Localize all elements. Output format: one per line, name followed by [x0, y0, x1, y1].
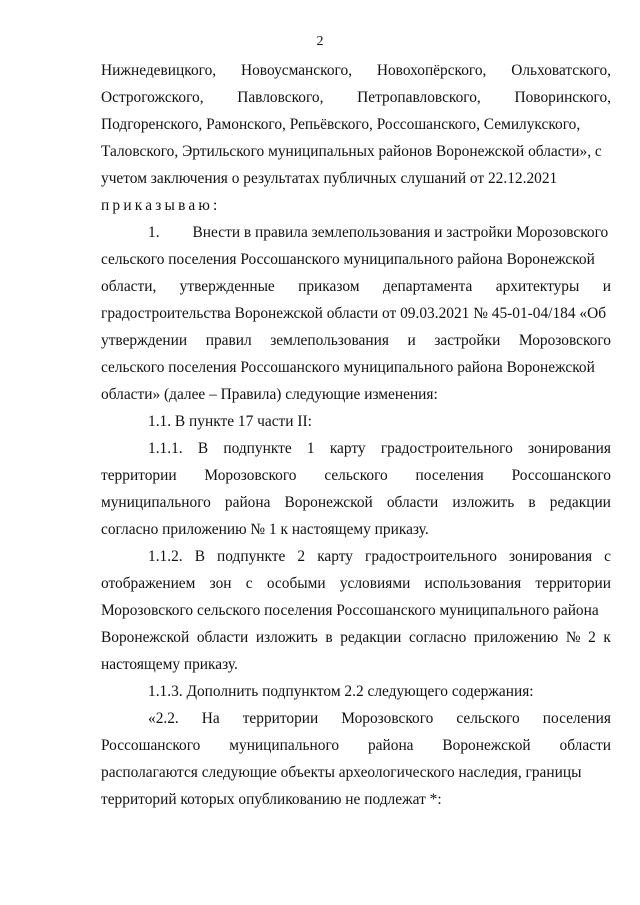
item1-1-3-line-4: территорий которых опубликованию не подлежат *:	[101, 791, 442, 808]
word: Петропавловского,	[357, 89, 481, 106]
item1-1-heading: 1.1. В пункте 17 части II:	[148, 413, 312, 430]
item1-line-5	[101, 333, 611, 348]
word: Морозовского	[204, 467, 297, 484]
word: условиями	[339, 575, 411, 592]
word: сельского	[456, 710, 520, 727]
word: 1	[306, 440, 315, 457]
item1-1-1-line-2	[101, 468, 611, 483]
word: Воронежской	[101, 629, 190, 646]
word: Россошанского	[511, 467, 611, 484]
item1-1-2-line-3: Морозовского сельского поселения Россошанского муниципального района	[101, 602, 599, 619]
word: в	[528, 494, 536, 511]
word: «2.2.	[148, 710, 179, 727]
word: сельского	[324, 467, 388, 484]
item1-line-7: области» (далее – Правила) следующие изменения:	[101, 386, 438, 403]
word: согласно	[408, 629, 467, 646]
word: области,	[101, 278, 157, 295]
word: Морозовского	[341, 710, 434, 727]
item1-1-2-line-4	[101, 630, 611, 645]
item1-1-2-line-5: настоящему приказу.	[101, 656, 238, 673]
word: градостроительного	[365, 548, 497, 565]
intro-line-4: Таловского, Эртильского муниципальных районов Воронежской области», с	[101, 143, 602, 160]
item1-line-4: градостроительства Воронежской области от 09.03.2021 № 45-01-04/184 «Об	[101, 305, 607, 322]
word: области	[196, 629, 249, 646]
word: Ольховатского,	[511, 62, 611, 79]
item1-line-2: сельского поселения Россошанского муниципального района Воронежской	[101, 251, 595, 268]
word: зон	[209, 575, 232, 592]
intro-line-3: Подгоренского, Рамонского, Репьёвского, Россошанского, Семилукского,	[101, 116, 581, 133]
word: отображением	[101, 575, 196, 592]
word: и	[602, 278, 611, 295]
word: редакции	[549, 494, 611, 511]
word: 1.1.2.	[148, 548, 183, 565]
word: поселения	[415, 467, 484, 484]
word: и	[407, 332, 416, 349]
word: района	[224, 494, 271, 511]
word: использования	[424, 575, 522, 592]
word: 2	[588, 629, 596, 646]
word: территории	[101, 467, 177, 484]
word: особыми	[266, 575, 326, 592]
word: Морозовского	[518, 332, 611, 349]
item1-1-1-line-3	[101, 495, 611, 510]
word: с	[604, 548, 611, 565]
word: области	[386, 494, 439, 511]
item1-1-3-line-1	[148, 711, 611, 726]
word: Воронежской	[284, 494, 373, 511]
word: в	[325, 629, 333, 646]
word: к	[603, 629, 611, 646]
word: муниципального	[101, 494, 211, 511]
word: территории	[535, 575, 611, 592]
word: района	[367, 737, 414, 754]
word: зонирования	[527, 440, 611, 457]
word: изложить	[452, 494, 515, 511]
word: области	[559, 737, 611, 754]
item1-text: Внести в правила землепользования и застройки Морозовского	[192, 224, 609, 241]
word: застройки	[434, 332, 501, 349]
word: Нижнедевицкого,	[101, 62, 217, 79]
intro-line-2	[101, 90, 611, 105]
item1-number: 1.	[148, 224, 160, 241]
item1-1-1-line-1	[148, 441, 611, 456]
word: подпункте	[217, 548, 286, 565]
word: департамента	[382, 278, 473, 295]
word: изложить	[255, 629, 318, 646]
intro-line-5: учетом заключения о результатах публичных слушаний от 22.12.2021	[101, 170, 558, 187]
word: землепользования	[270, 332, 389, 349]
word: Новохопёрского,	[376, 62, 487, 79]
item1-line-3	[101, 279, 611, 294]
word: карту	[317, 548, 353, 565]
word: Россошанского	[101, 737, 201, 754]
intro-line-1	[101, 63, 611, 78]
word: правил	[205, 332, 252, 349]
item1-1-2-line-2	[101, 576, 611, 591]
item1-1-3-line-3: располагаются следующие объекты археологического наследия, границы	[101, 764, 582, 781]
word: редакции	[340, 629, 402, 646]
word: Новоусманского,	[240, 62, 352, 79]
word: муниципального	[229, 737, 340, 754]
word: Острогожского,	[101, 89, 204, 106]
word: 1.1.1.	[148, 440, 183, 457]
item1-1-1-line-4: согласно приложению № 1 к настоящему приказу.	[101, 521, 429, 538]
item1-line-6: сельского поселения Россошанского муниципального района Воронежской	[101, 359, 595, 376]
word: Павловского,	[237, 89, 324, 106]
word: Поворинского,	[514, 89, 611, 106]
word: территории	[242, 710, 319, 727]
item1-1-2-line-1	[148, 549, 611, 564]
item1-line-1	[148, 225, 608, 240]
word: В	[197, 440, 209, 457]
word: с	[245, 575, 253, 592]
word: зонирования	[509, 548, 593, 565]
word: 2	[297, 548, 306, 565]
word: В	[194, 548, 205, 565]
item1-1-3-heading: 1.1.3. Дополнить подпунктом 2.2 следующего содержания:	[148, 683, 534, 700]
word: утверждении	[101, 332, 188, 349]
page-number: 2	[316, 34, 324, 49]
word: Воронежской	[442, 737, 531, 754]
word: поселения	[542, 710, 611, 727]
word: приказом	[298, 278, 360, 295]
word: градостроительного	[380, 440, 513, 457]
word: приложению	[473, 629, 559, 646]
item1-1-3-line-2	[101, 738, 611, 753]
word: утвержденные	[179, 278, 275, 295]
word: №	[565, 629, 581, 646]
order-word: приказываю:	[101, 197, 221, 214]
word: На	[201, 710, 220, 727]
word: подпункте	[223, 440, 292, 457]
word: архитектуры	[495, 278, 580, 295]
word: карту	[329, 440, 366, 457]
